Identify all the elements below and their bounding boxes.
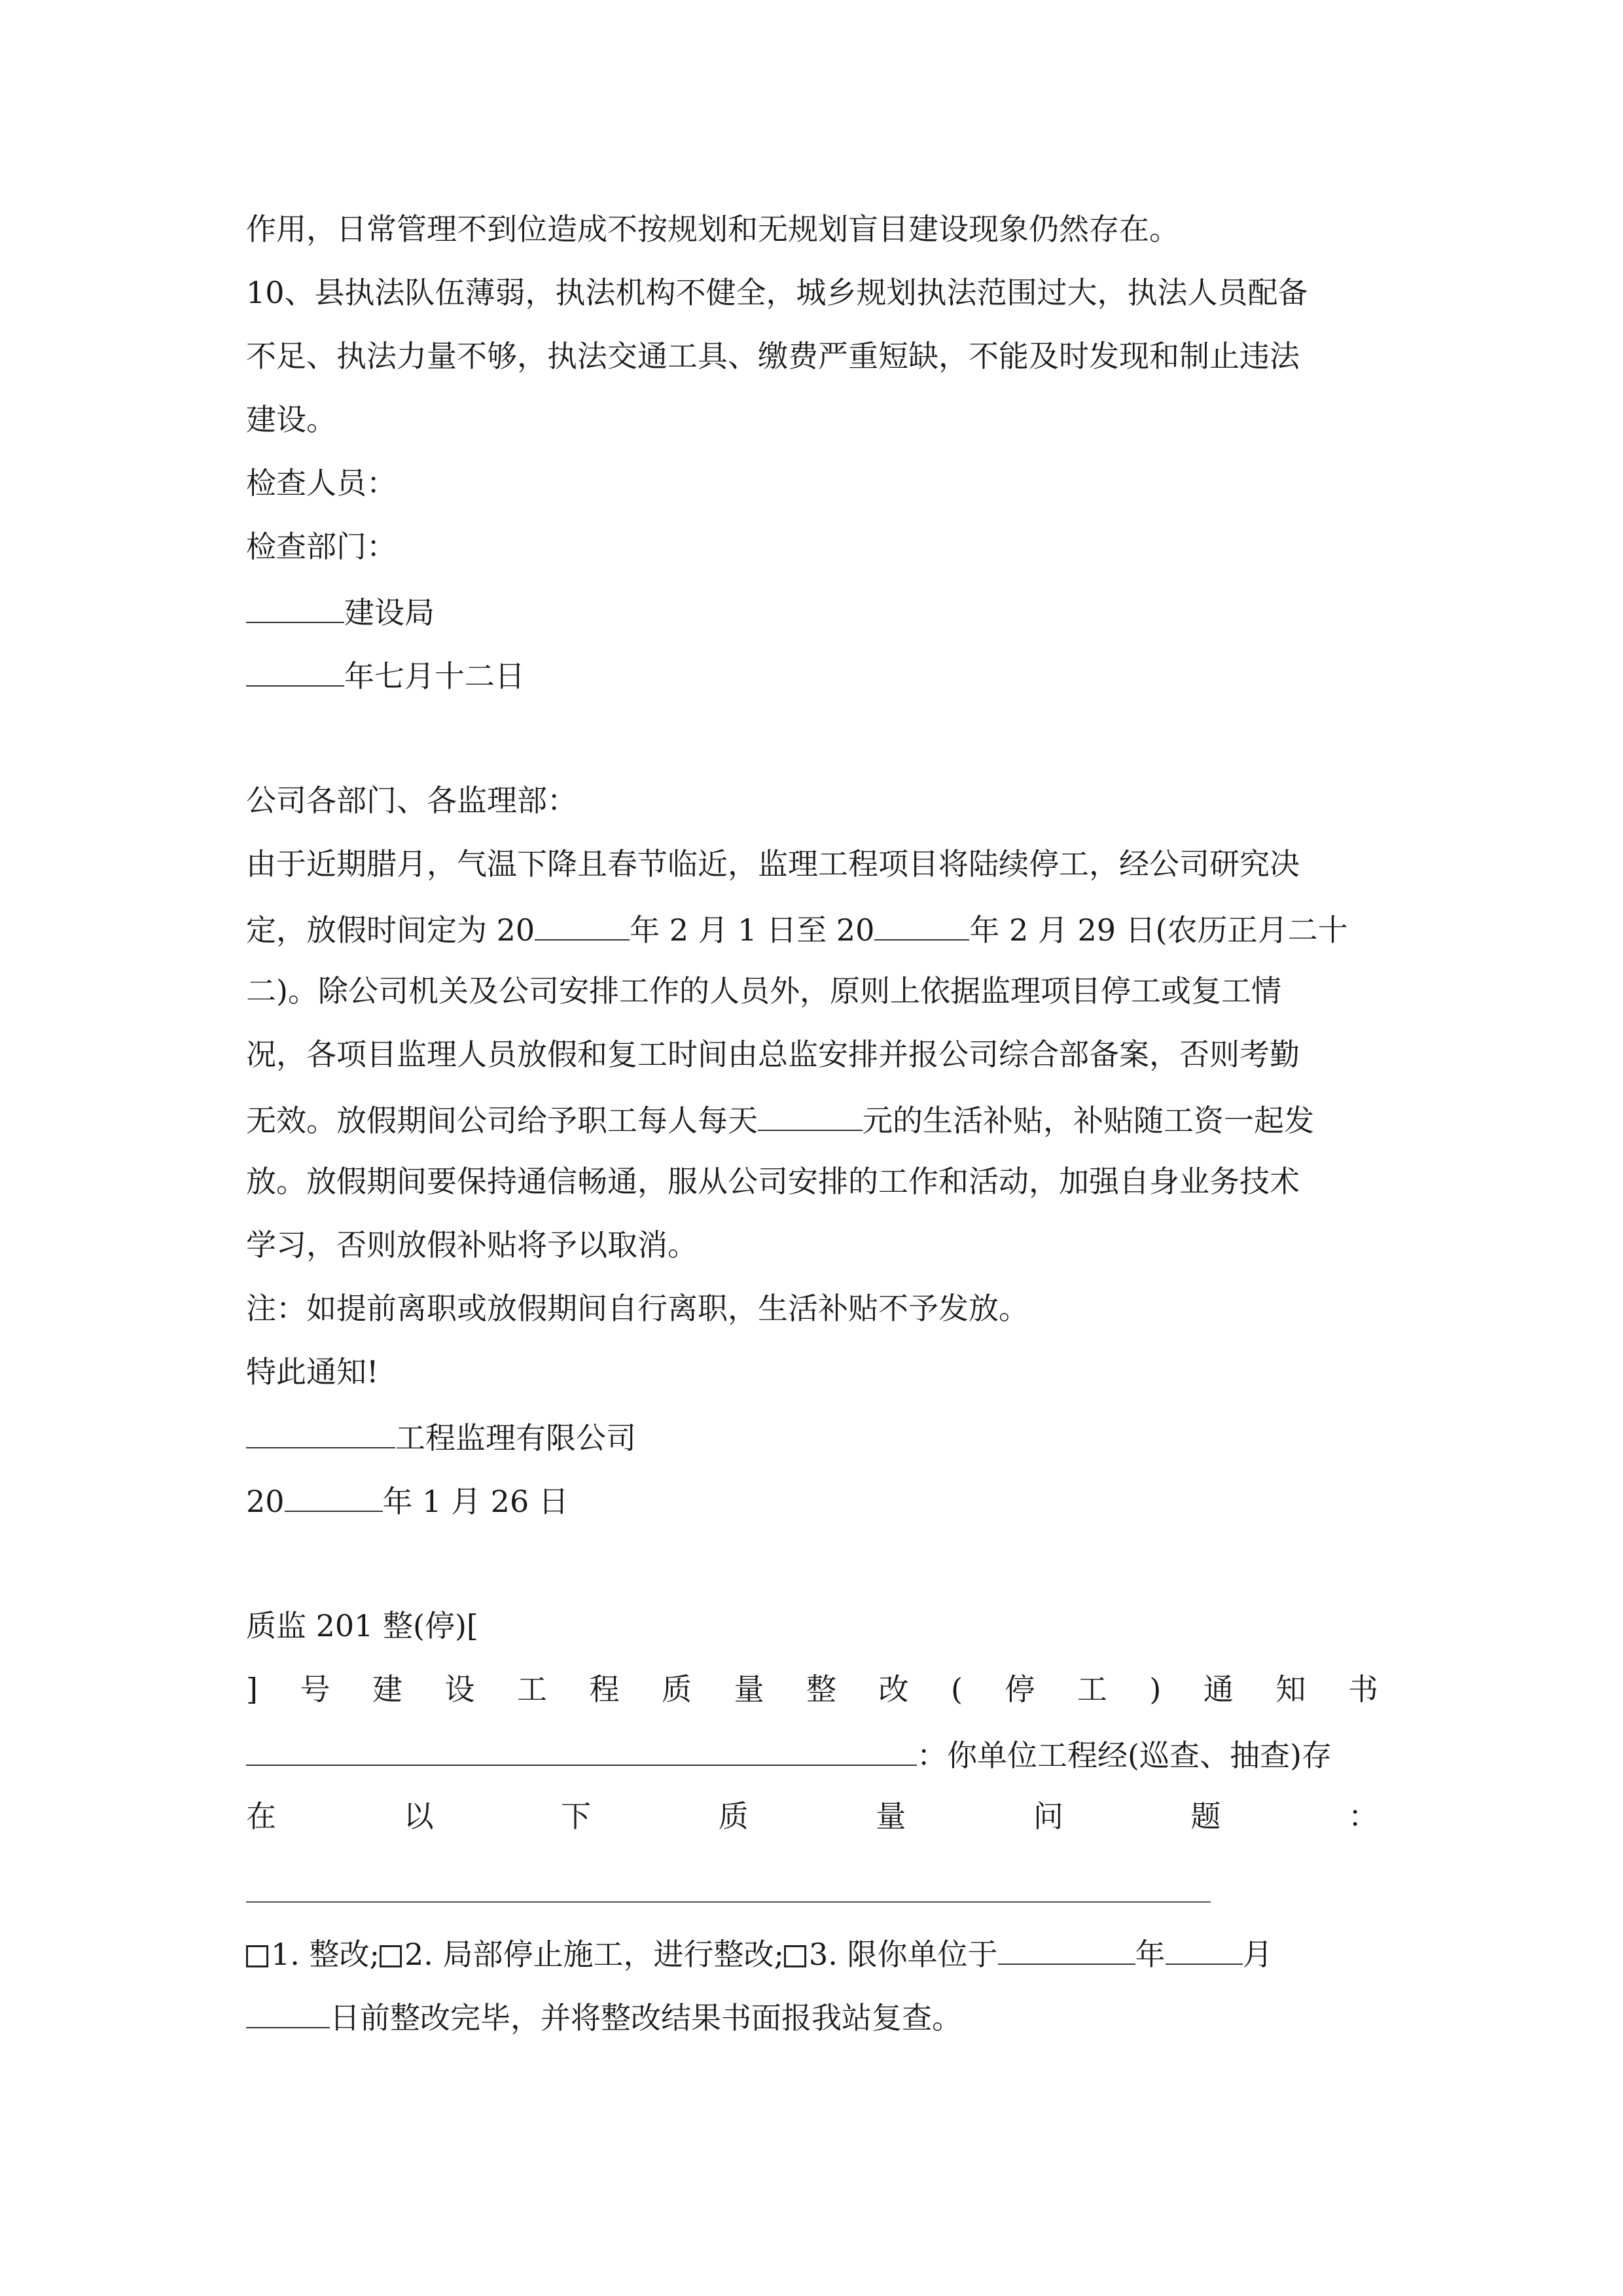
title-char: 工	[516, 1672, 547, 1707]
inspector-label: 检查人员：	[246, 465, 397, 501]
heading-char: 题	[1190, 1799, 1221, 1834]
title-char: 书	[1347, 1672, 1378, 1707]
title-char: (	[950, 1672, 963, 1707]
heading-char: ：	[1347, 1799, 1378, 1834]
title-char: 建	[372, 1672, 402, 1707]
date-text: 年七月十二日	[344, 658, 525, 694]
heading-char: 问	[1033, 1799, 1063, 1834]
blank-field	[246, 590, 344, 623]
blank-field	[758, 1098, 863, 1131]
title-char: 通	[1203, 1672, 1234, 1707]
heading-char: 下	[561, 1799, 592, 1834]
blank-field	[1166, 1932, 1243, 1965]
paragraph-line	[246, 1098, 1378, 1140]
title-char: 改	[878, 1672, 909, 1707]
notice-date	[246, 1479, 1378, 1521]
option-label: 3. 限你单位于	[809, 1937, 998, 1972]
text-segment: 日前整改完毕，并将整改结果书面报我站复查。	[330, 2000, 962, 2036]
bureau-line	[246, 590, 1378, 632]
blank-field	[246, 1416, 395, 1448]
heading-char: 以	[403, 1799, 434, 1834]
deadline-line	[246, 1996, 1378, 2037]
text-segment: 年	[1135, 1937, 1166, 1972]
problems-rule	[246, 1901, 1211, 1903]
department-label: 检查部门：	[246, 529, 397, 564]
company-line	[246, 1416, 1378, 1458]
option-label: 2. 局部停止施工，进行整改;	[404, 1937, 785, 1972]
date-line	[246, 654, 1378, 696]
title-char: 程	[589, 1672, 620, 1707]
title-char: 设	[444, 1672, 475, 1707]
paragraph-line: 10、县执法队伍薄弱，执法机构不健全，城乡规划执法范围过大，执法人员配备	[246, 275, 1308, 310]
document-code: 质监 201 整(停)[	[246, 1608, 478, 1643]
paragraph-line: 放。放假期间要保持通信畅通，服从公司安排的工作和活动，加强自身业务技术	[246, 1164, 1300, 1199]
text-segment: 年 2 月 1 日至 20	[630, 912, 875, 948]
blank-field	[246, 654, 344, 687]
paragraph-line: 不足、执法力量不够，执法交通工具、缴费严重短缺，不能及时发现和制止违法	[246, 338, 1300, 374]
blank-field	[246, 1996, 330, 2028]
title-char: ]	[246, 1672, 258, 1707]
title-char: 整	[806, 1672, 836, 1707]
title-char: 号	[300, 1672, 330, 1707]
text-segment: 年 1 月 26 日	[382, 1484, 569, 1519]
blank-field	[874, 908, 969, 941]
text-segment: 元的生活补贴，补贴随工资一起发	[863, 1103, 1314, 1138]
heading-char: 量	[876, 1799, 906, 1834]
notice-title	[246, 1670, 1378, 1709]
blank-field	[998, 1932, 1135, 1965]
options-line	[246, 1932, 1378, 1974]
closing-line: 特此通知!	[246, 1354, 379, 1390]
blank-field	[285, 1479, 383, 1512]
heading-char: 质	[718, 1799, 749, 1834]
paragraph-line: 二)。除公司机关及公司安排工作的人员外，原则上依据监理项目停工或复工情	[246, 973, 1281, 1009]
title-char: 停	[1005, 1672, 1035, 1707]
title-char: 知	[1275, 1672, 1306, 1707]
title-char: 量	[734, 1672, 764, 1707]
checkbox-rectify[interactable]	[246, 1945, 268, 1967]
paragraph-line: 由于近期腊月，气温下降且春节临近，监理工程项目将陆续停工，经公司研究决	[246, 846, 1300, 882]
company-name: 工程监理有限公司	[395, 1420, 636, 1456]
text-segment: ：你单位工程经(巡查、抽查)存	[917, 1738, 1332, 1773]
paragraph-line: 建设。	[246, 402, 336, 437]
bureau-text: 建设局	[344, 595, 435, 630]
title-char: 质	[661, 1672, 692, 1707]
blank-field	[535, 908, 630, 941]
text-segment: 无效。放假期间公司给予职工每人每天	[246, 1103, 758, 1138]
text-segment: 月	[1242, 1937, 1273, 1972]
title-char: 工	[1077, 1672, 1107, 1707]
text-segment: 年 2 月 29 日(农历正月二十	[969, 912, 1348, 948]
paragraph-line	[246, 908, 1378, 950]
problems-heading	[246, 1797, 1378, 1836]
addressee-line	[246, 1733, 1378, 1775]
salutation: 公司各部门、各监理部：	[246, 783, 577, 818]
paragraph-line: 学习，否则放假补贴将予以取消。	[246, 1227, 698, 1263]
text-segment: 20	[246, 1484, 285, 1519]
paragraph-line: 作用，日常管理不到位造成不按规划和无规划盲目建设现象仍然存在。	[246, 211, 1179, 247]
checkbox-deadline[interactable]	[784, 1945, 806, 1967]
title-char: )	[1149, 1672, 1162, 1707]
heading-char: 在	[246, 1799, 276, 1834]
option-label: 1. 整改;	[271, 1937, 380, 1972]
text-segment: 定，放假时间定为 20	[246, 912, 535, 948]
note-line: 注：如提前离职或放假期间自行离职，生活补贴不予发放。	[246, 1291, 1029, 1326]
checkbox-partial-stop[interactable]	[380, 1945, 402, 1967]
paragraph-line: 况，各项目监理人员放假和复工时间由总监安排并报公司综合部备案，否则考勤	[246, 1037, 1300, 1072]
blank-field	[246, 1733, 917, 1766]
